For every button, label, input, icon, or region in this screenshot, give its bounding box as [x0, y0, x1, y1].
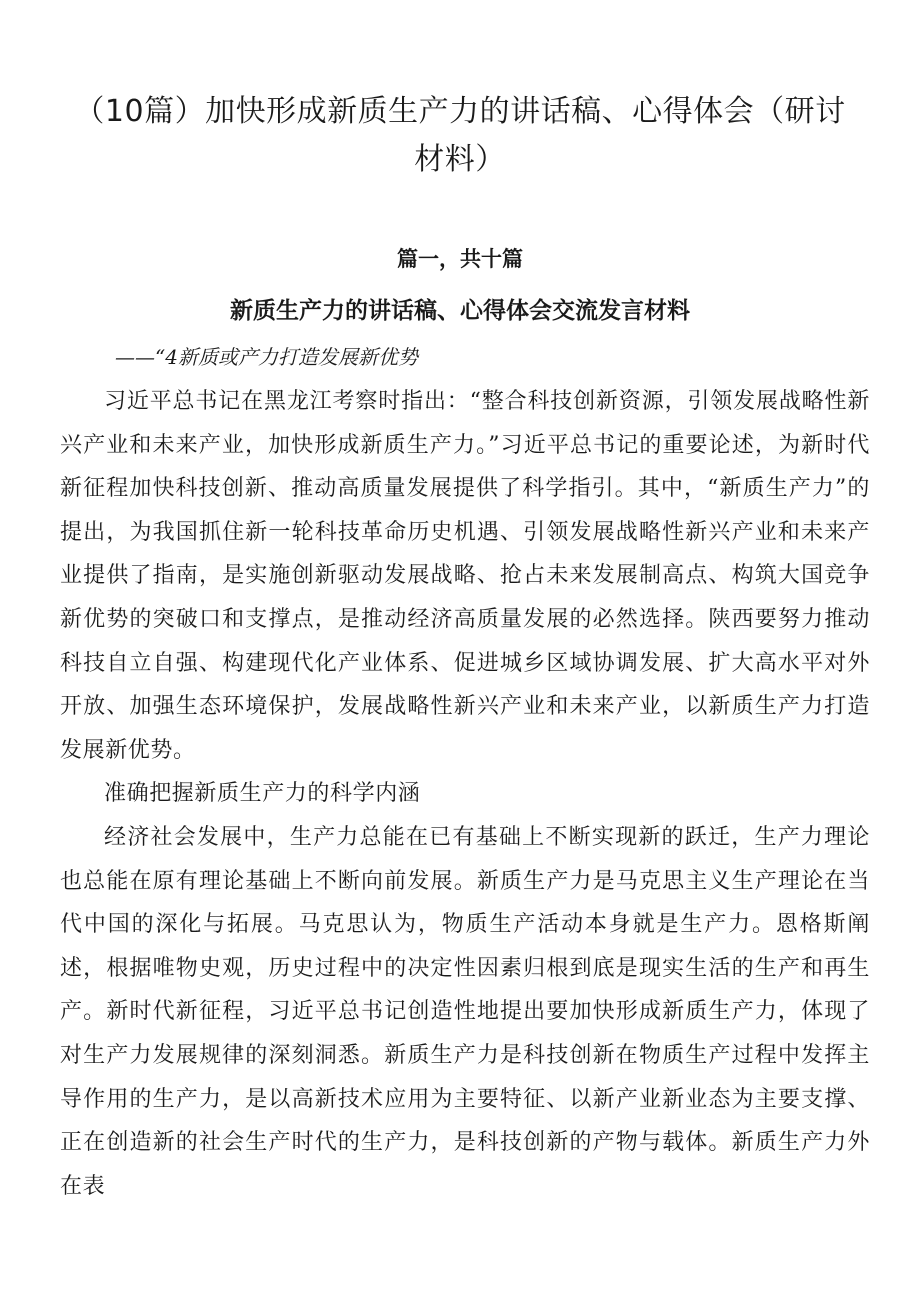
section-number: 篇一，共十篇 [397, 246, 523, 271]
paragraph: 经济社会发展中，生产力总能在已有基础上不断实现新的跃迁，生产力理论也总能在原有理论基础上不断向前发展。新质生产力是马克思主义生产理论在当代中国的深化与拓展。马克思认为，物质生产活动本身就是生产力。恩格斯阐述，根据唯物史观，历史过程中的决定性因素归根到底是现实生活的生产和再生产。新时代新征程，习近平总书记创造性地提出要加快形成新质生产力，体现了对生产力发展规律的深刻洞悉。新质生产力是科技创新在物质生产过程中发挥主导作用的生产力，是以高新技术应用为主要特征、以新产业新业态为主要支撑、正在创造新的社会生产时代的生产力，是科技创新的产物与载体。新质生产力外在表 [60, 824, 870, 1199]
section-subtitle: ——“4新质或产力打造发展新优势 [115, 345, 418, 369]
paragraph: 习近平总书记在黑龙江考察时指出：“整合科技创新资源，引领发展战略性新兴产业和未来产业，加快形成新质生产力。”习近平总书记的重要论述，为新时代新征程加快科技创新、推动高质量发展提供了科学指引。其中，“新质生产力”的提出，为我国抓住新一轮科技革命历史机遇、引领发展战略性新兴产业和未来产业提供了指南，是实施创新驱动发展战略、抢占未来发展制高点、构筑大国竞争新优势的突破口和支撑点，是推动经济高质量发展的必然选择。陕西要努力推动科技自立自强、构建现代化产业体系、促进城乡区域协调发展、扩大高水平对外开放、加强生态环境保护，发展战略性新兴产业和未来产业，以新质生产力打造发展新优势。 [60, 389, 870, 763]
paragraph-heading: 准确把握新质生产力的科学内涵 [104, 781, 421, 807]
section-title: 新质生产力的讲话稿、心得体会交流发言材料 [230, 298, 690, 324]
body-text [60, 380, 870, 1208]
document-title: （10篇）加快形成新质生产力的讲话稿、心得体会（研讨材料） [74, 94, 846, 177]
